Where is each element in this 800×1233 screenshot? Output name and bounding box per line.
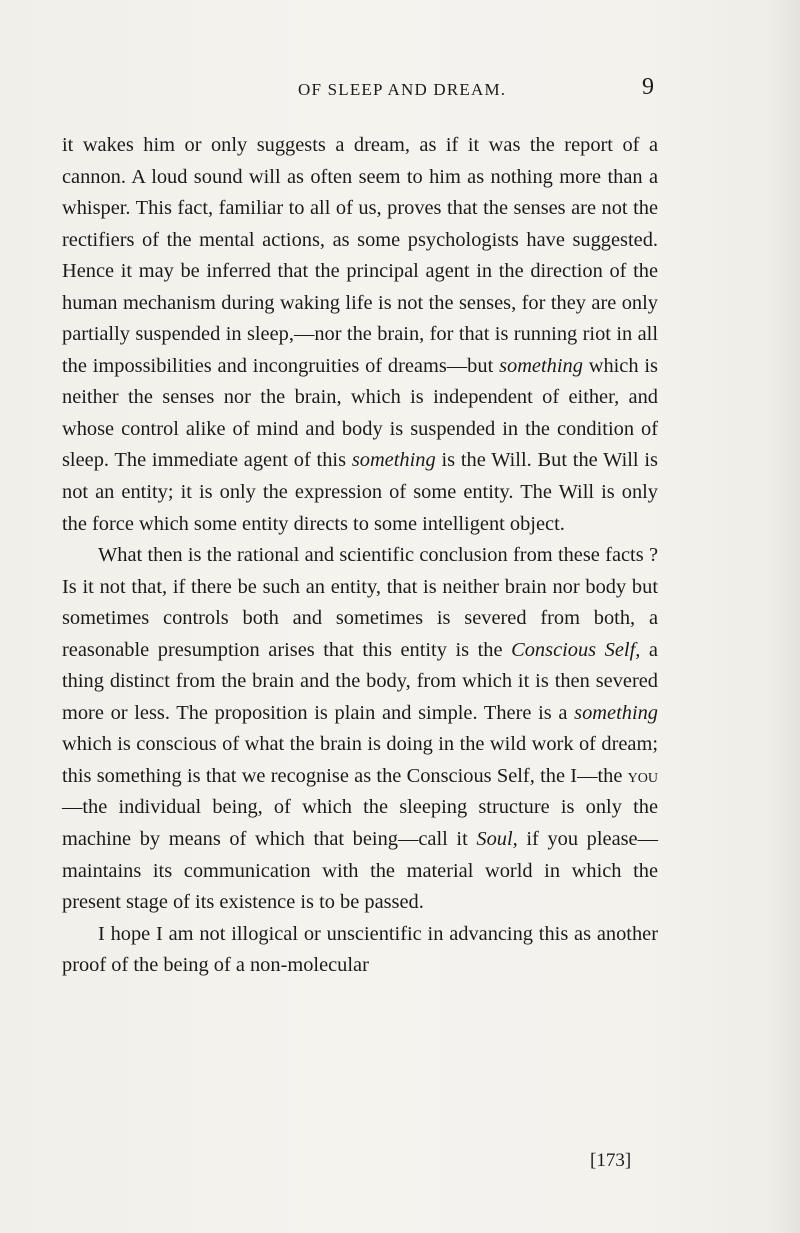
paragraph-2-emphasis-3: Soul, xyxy=(476,828,518,851)
paragraph-2-text-e: if you please—maintains its communication with the material world in which the present stage of its existence is to be passed. xyxy=(62,828,658,914)
running-head: OF SLEEP AND DREAM. xyxy=(298,80,507,99)
page-edge-shadow xyxy=(770,0,800,1233)
signature-mark: [173] xyxy=(590,1150,632,1171)
paragraph-1 xyxy=(62,130,658,540)
paragraph-1-emphasis-2: something xyxy=(351,449,436,472)
paragraph-1-text-a: it wakes him or only suggests a dream, as if it was the report of a cannon. A loud sound will as often seem to him as nothing more than a whisper. This fact, familiar to all of us, proves that the senses are not the rectifiers of the mental actions, as some psychologists have suggested. Hence it may be inferred that the principal agent in the direction of the human mechanism during waking life is not the senses, for they are only partially suspended in sleep,—nor the brain, for that is running riot in all the impossibilities and incongruities of dreams—but xyxy=(62,134,658,377)
page-number: 9 xyxy=(642,74,654,100)
paragraph-2-emphasis-2: something xyxy=(574,701,658,724)
paragraph-2-text-a: What then is the rational and scientific conclusion from these facts ? Is it not that, if there be such an entity, that is neither brain nor body but sometimes controls both and sometimes is severed from both, a reasonable presumption arises that this entity is the xyxy=(62,544,658,661)
paragraph-1-emphasis-1: something xyxy=(499,354,583,377)
paragraph-2 xyxy=(62,540,658,919)
paragraph-1-text-b: which is neither the senses nor the brain, which is independent of either, and whose control alike of mind and body is suspended in the condition of sleep. The immediate agent of this xyxy=(62,354,658,472)
paragraph-2-emphasis-1: Conscious Self, xyxy=(511,638,641,661)
paragraph-2-small-caps: you xyxy=(627,764,658,787)
paragraph-2-text-c: which is conscious of what the brain is doing in the wild work of dream; this something is that we recognise as the Conscious Self, the I—the xyxy=(62,733,658,787)
paragraph-3: I hope I am not illogical or unscientific in advancing this as another proof of the being of a non-molecular xyxy=(62,922,658,977)
body-text xyxy=(62,130,658,982)
paragraph-1-text-c: is the Will. But the Will is not an entity; it is only the expression of some entity. The Will is only the force which some entity directs to some intelligent object. xyxy=(62,449,658,535)
paragraph-2-text-b: a thing distinct from the brain and the body, from which it is then severed more or less. The proposition is plain and simple. There is a xyxy=(62,638,658,724)
paragraph-2-text-d: —the individual being, of which the sleeping structure is only the machine by means of which that being—call it xyxy=(62,796,658,851)
